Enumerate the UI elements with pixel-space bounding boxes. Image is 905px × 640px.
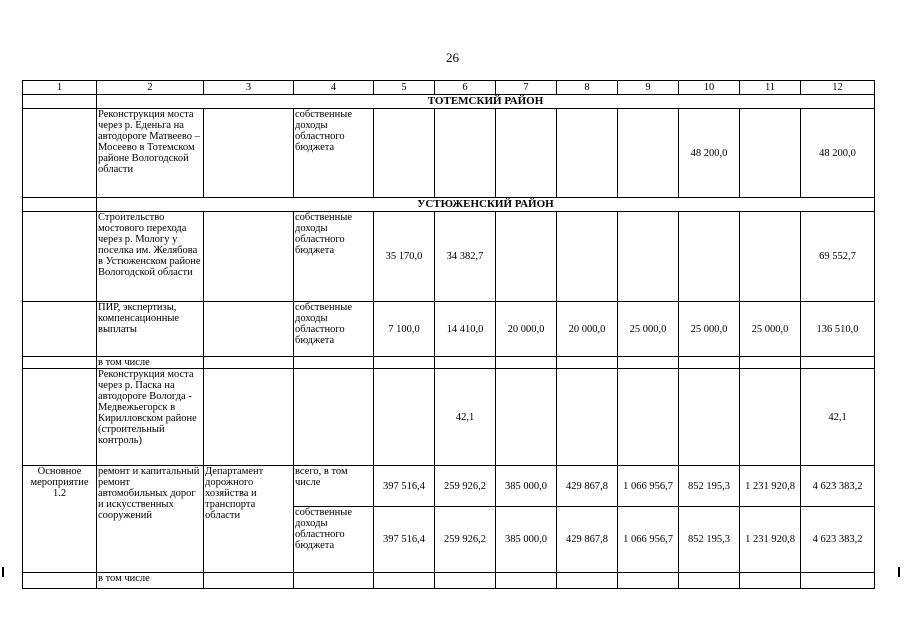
page-number: 26	[446, 50, 459, 65]
col-header: 8	[557, 81, 618, 95]
value-cell: 25 000,0	[618, 302, 679, 357]
in-that-number-label: в том числе	[97, 573, 204, 589]
value-cell: 69 552,7	[801, 212, 875, 302]
funding-source: собственные доходы областного бюджета	[294, 212, 374, 302]
value-cell: 1 066 956,7	[618, 466, 679, 507]
measure-name: Реконструкция моста через р. Паска на автодороге Вологда - Медвежьегорск в Кирилловском районе (строительный контроль)	[97, 369, 204, 466]
col-header: 6	[435, 81, 496, 95]
value-cell: 259 926,2	[435, 466, 496, 507]
value-cell: 25 000,0	[679, 302, 740, 357]
in-that-number-label: в том числе	[97, 357, 204, 369]
table-row	[23, 212, 875, 302]
funding-source: всего, в том числе	[294, 466, 374, 507]
value-cell: 397 516,4	[374, 507, 435, 573]
value-cell: 14 410,0	[435, 302, 496, 357]
col-header: 3	[204, 81, 294, 95]
value-cell: 429 867,8	[557, 466, 618, 507]
table-row	[23, 302, 875, 357]
section-row	[23, 95, 875, 109]
value-cell: 42,1	[435, 369, 496, 466]
value-cell: 48 200,0	[801, 109, 875, 198]
col-header: 4	[294, 81, 374, 95]
value-cell: 852 195,3	[679, 507, 740, 573]
table-row	[23, 109, 875, 198]
col-header: 2	[97, 81, 204, 95]
table-row	[23, 357, 875, 369]
value-cell: 4 623 383,2	[801, 507, 875, 573]
value-cell: 1 231 920,8	[740, 466, 801, 507]
measure-name: ПИР, экспертизы, компенсационные выплаты	[97, 302, 204, 357]
value-cell: 385 000,0	[496, 466, 557, 507]
funding-source: собственные доходы областного бюджета	[294, 302, 374, 357]
budget-table	[22, 80, 875, 589]
value-cell: 7 100,0	[374, 302, 435, 357]
value-cell: 4 623 383,2	[801, 466, 875, 507]
table-row	[23, 573, 875, 589]
header-row	[23, 81, 875, 95]
funding-source: собственные доходы областного бюджета	[294, 109, 374, 198]
col-header: 5	[374, 81, 435, 95]
section-row	[23, 198, 875, 212]
value-cell: 852 195,3	[679, 466, 740, 507]
value-cell: 1 231 920,8	[740, 507, 801, 573]
value-cell: 429 867,8	[557, 507, 618, 573]
value-cell: 385 000,0	[496, 507, 557, 573]
col-header: 12	[801, 81, 875, 95]
value-cell: 42,1	[801, 369, 875, 466]
value-cell: 48 200,0	[679, 109, 740, 198]
col-header: 11	[740, 81, 801, 95]
value-cell: 25 000,0	[740, 302, 801, 357]
scan-edge-mark	[2, 567, 4, 577]
col-header: 10	[679, 81, 740, 95]
section-title-ustyuzhna: УСТЮЖЕНСКИЙ РАЙОН	[97, 198, 875, 212]
col-header: 1	[23, 81, 97, 95]
measure-name: ремонт и капитальный ремонт автомобильных дорог и искусственных сооружений	[97, 466, 204, 573]
measure-name: Реконструкция моста через р. Еденьга на автодороге Матвеево – Мосеево в Тотемском районе Вологодской области	[97, 109, 204, 198]
section-title-totma: ТОТЕМСКИЙ РАЙОН	[97, 95, 875, 109]
table-row	[23, 369, 875, 466]
value-cell: 20 000,0	[496, 302, 557, 357]
executor-name: Департамент дорожного хозяйства и транспорта области	[204, 466, 294, 573]
value-cell: 35 170,0	[374, 212, 435, 302]
col-header: 9	[618, 81, 679, 95]
value-cell: 1 066 956,7	[618, 507, 679, 573]
col-header: 7	[496, 81, 557, 95]
value-cell: 136 510,0	[801, 302, 875, 357]
value-cell: 259 926,2	[435, 507, 496, 573]
activity-label: Основное мероприятие 1.2	[23, 466, 97, 573]
measure-name: Строительство мостового перехода через р. Мологу у поселка им. Желябова в Устюженском районе Вологодской области	[97, 212, 204, 302]
table-row	[23, 466, 875, 507]
value-cell: 34 382,7	[435, 212, 496, 302]
scan-edge-mark	[898, 567, 900, 577]
value-cell: 397 516,4	[374, 466, 435, 507]
value-cell: 20 000,0	[557, 302, 618, 357]
funding-source: собственные доходы областного бюджета	[294, 507, 374, 573]
